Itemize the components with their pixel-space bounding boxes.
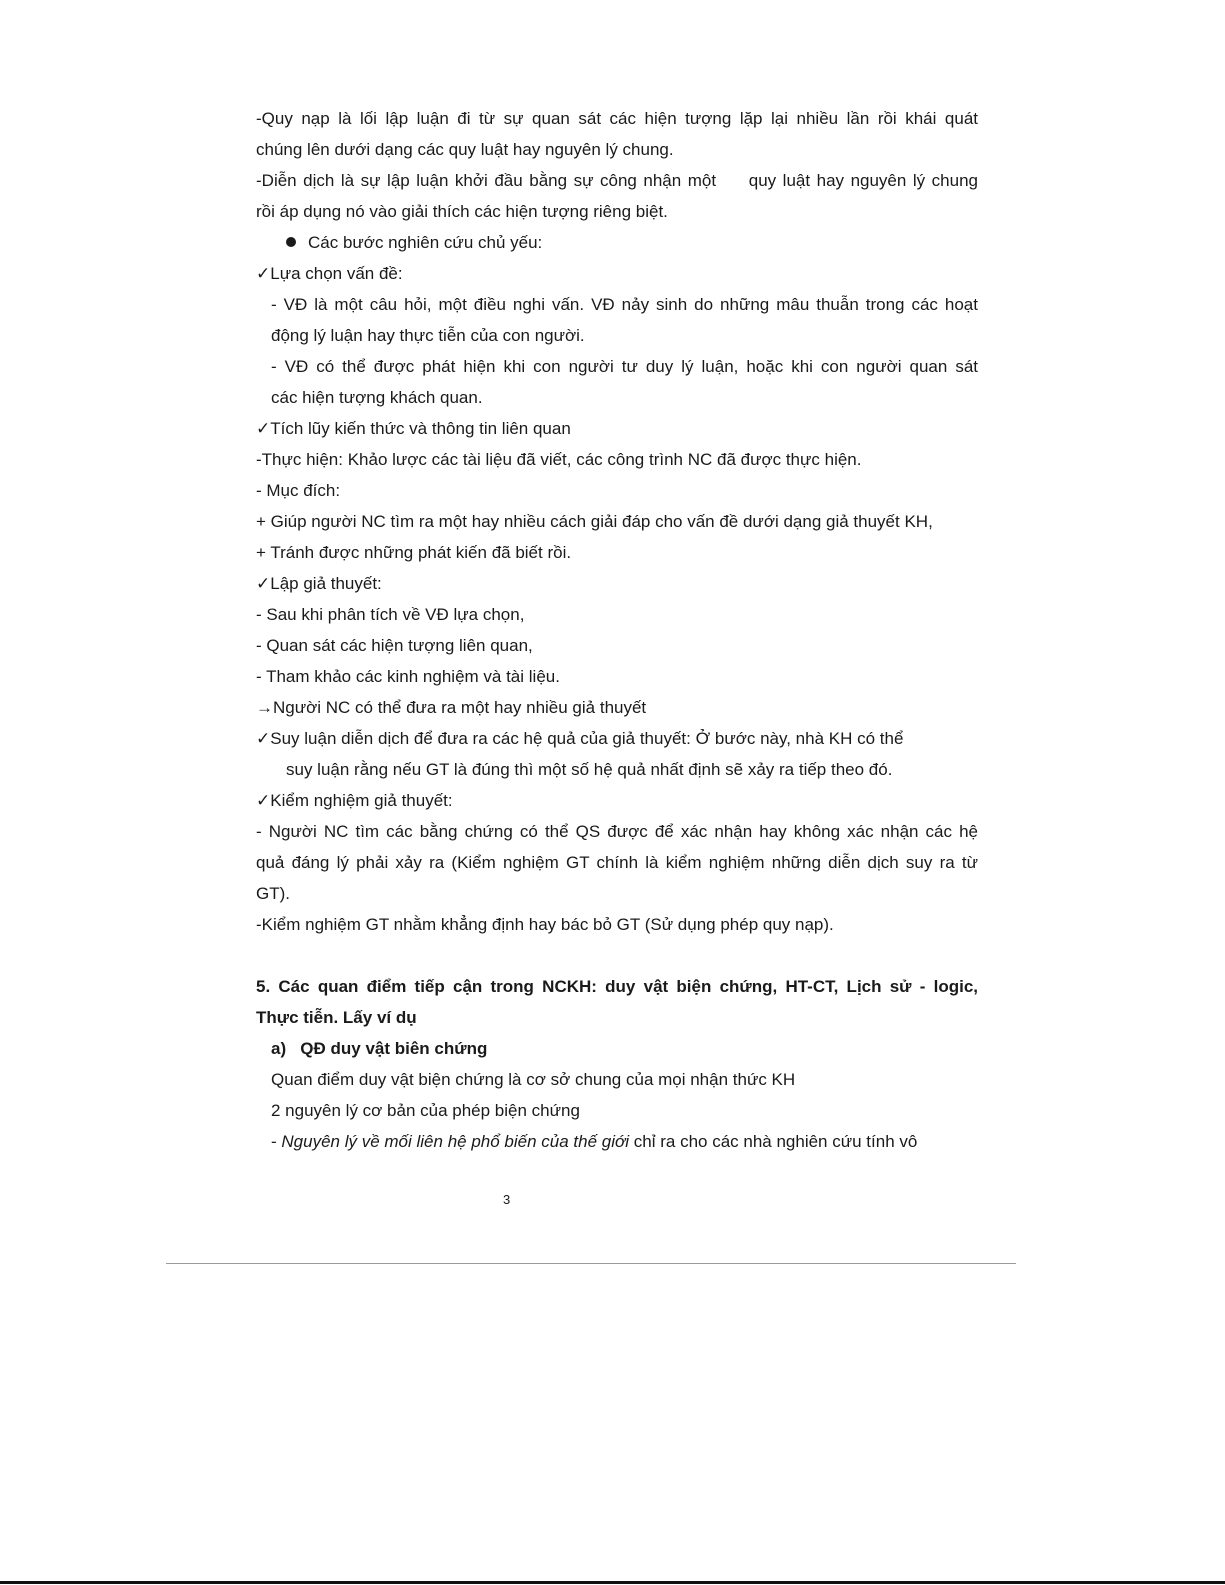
text-line: - Quan sát các hiện tượng liên quan, xyxy=(256,636,533,655)
text-line: động lý luận hay thực tiễn của con người. xyxy=(271,326,585,345)
italic-phrase: Nguyên lý về mối liên hệ phổ biến của thế giới xyxy=(281,1132,630,1151)
subsection-heading: a) QĐ duy vật biên chứng xyxy=(271,1039,488,1058)
text-line: suy luận rằng nếu GT là đúng thì một số hệ quả nhất định sẽ xảy ra tiếp theo đó. xyxy=(286,760,893,779)
text-line: 2 nguyên lý cơ bản của phép biện chứng xyxy=(271,1101,580,1120)
bullet-item xyxy=(256,227,978,258)
spacer xyxy=(256,940,978,971)
text-tail: chỉ ra cho các nhà nghiên cứu tính vô xyxy=(629,1132,918,1151)
text-line: GT). xyxy=(256,884,290,903)
section-heading: 5. Các quan điểm tiếp cận trong NCKH: duy vật biện chứng, HT-CT, Lịch sử - logic, xyxy=(256,977,978,996)
text-line: -Quy nạp là lối lập luận đi từ sự quan sát các hiện tượng lặp lại nhiều lần rồi khái quát xyxy=(256,109,978,128)
page-content xyxy=(256,103,978,1157)
page-number: 3 xyxy=(503,1192,511,1207)
text-line: - Mục đích: xyxy=(256,481,341,500)
bottom-border xyxy=(0,1581,1225,1584)
text-dash: - xyxy=(271,1132,282,1151)
text-line: - VĐ là một câu hỏi, một điều nghi vấn. VĐ nảy sinh do những mâu thuẫn trong các hoạt xyxy=(271,295,978,314)
text-line: - VĐ có thể được phát hiện khi con người tư duy lý luận, hoặc khi con người quan sát xyxy=(271,357,978,376)
check-heading: ✓Tích lũy kiến thức và thông tin liên quan xyxy=(256,419,571,438)
text-line: -Diễn dịch là sự lập luận khởi đầu bằng sự công nhận một quy luật hay nguyên lý chung xyxy=(256,171,978,190)
check-heading: ✓Suy luận diễn dịch để đưa ra các hệ quả của giả thuyết: Ở bước này, nhà KH có thể xyxy=(256,729,904,748)
text-line: quả đáng lý phải xảy ra (Kiểm nghiệm GT chính là kiểm nghiệm những diễn dịch suy ra từ xyxy=(256,853,978,872)
text-line: + Giúp người NC tìm ra một hay nhiều cách giải đáp cho vấn đề dưới dạng giả thuyết KH, xyxy=(256,512,933,531)
text-line: Quan điểm duy vật biện chứng là cơ sở chung của mọi nhận thức KH xyxy=(271,1070,796,1089)
text-line: -Kiểm nghiệm GT nhằm khẳng định hay bác bỏ GT (Sử dụng phép quy nạp). xyxy=(256,915,834,934)
text-line: -Thực hiện: Khảo lược các tài liệu đã viết, các công trình NC đã được thực hiện. xyxy=(256,450,862,469)
text-line: + Tránh được những phát kiến đã biết rồi. xyxy=(256,543,572,562)
text-line: - Sau khi phân tích về VĐ lựa chọn, xyxy=(256,605,525,624)
text-line: rồi áp dụng nó vào giải thích các hiện tượng riêng biệt. xyxy=(256,202,668,221)
check-heading: ✓Lập giả thuyết: xyxy=(256,574,382,593)
page-divider xyxy=(166,1263,1016,1264)
text-line: - Tham khảo các kinh nghiệm và tài liệu. xyxy=(256,667,560,686)
section-heading: Thực tiễn. Lấy ví dụ xyxy=(256,1008,417,1027)
text-line: →Người NC có thể đưa ra một hay nhiều giả thuyết xyxy=(256,698,647,717)
check-heading: ✓Lựa chọn vấn đề: xyxy=(256,264,403,283)
text-line: chúng lên dưới dạng các quy luật hay nguyên lý chung. xyxy=(256,140,674,159)
text-line: - Người NC tìm các bằng chứng có thể QS được để xác nhận hay không xác nhận các hệ xyxy=(256,822,978,841)
text-line: các hiện tượng khách quan. xyxy=(271,388,483,407)
bullet-text: Các bước nghiên cứu chủ yếu: xyxy=(308,233,543,252)
check-heading: ✓Kiểm nghiệm giả thuyết: xyxy=(256,791,453,810)
bullet-icon xyxy=(286,237,296,247)
text-line xyxy=(256,1126,978,1157)
